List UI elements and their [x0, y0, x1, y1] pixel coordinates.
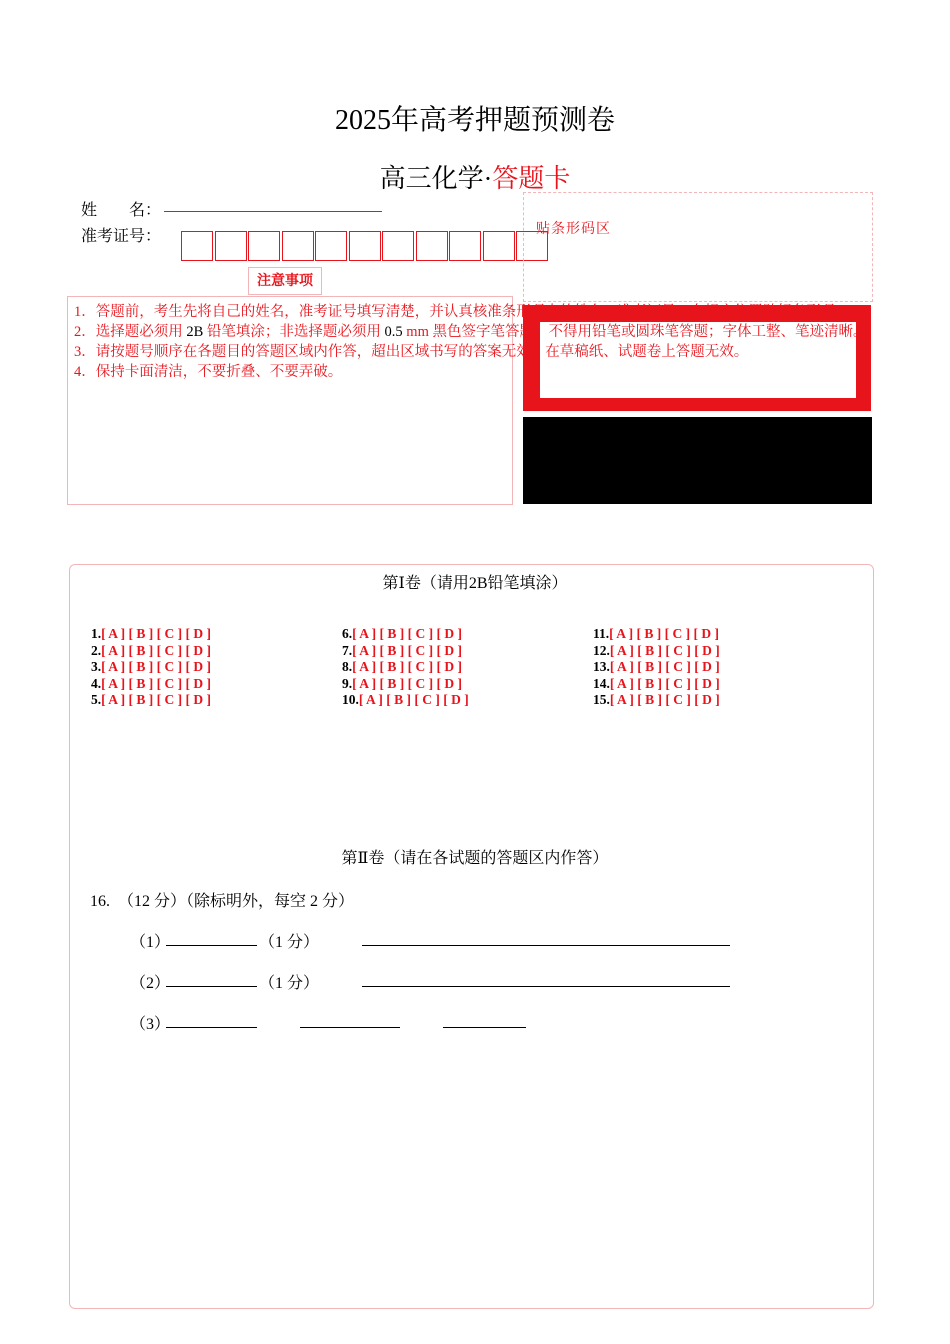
mc-row[interactable]: 6.[ A ] [ B ] [ C ] [ D ] [342, 626, 462, 641]
mc-column-2 [342, 626, 469, 709]
mc-row[interactable]: 11.[ A ] [ B ] [ C ] [ D ] [593, 626, 719, 641]
mc-column-3 [593, 626, 720, 709]
section1-title: 第Ⅰ卷（请用2B铅笔填涂） [382, 575, 568, 592]
exam-id-cell[interactable] [181, 231, 213, 261]
mc-row[interactable]: 7.[ A ] [ B ] [ C ] [ D ] [342, 642, 462, 658]
notice-item-3: 3．请按题号顺序在各题目的答题区域内作答，超出区域书写的答案无效；在草稿纸、试题卷上答题无效。 [74, 344, 749, 360]
exam-id-cell[interactable] [449, 231, 481, 261]
mc-row[interactable]: 1.[ A ] [ B ] [ C ] [ D ] [91, 626, 211, 641]
section2-title: 第Ⅱ卷（请在各试题的答题区内作答） [341, 850, 609, 867]
exam-id-cell[interactable] [248, 231, 280, 261]
q16-part-3-label: （3） [130, 1016, 171, 1033]
exam-id-cell[interactable] [215, 231, 247, 261]
exam-id-cell[interactable] [282, 231, 314, 261]
mc-row[interactable]: 10.[ A ] [ B ] [ C ] [ D ] [342, 692, 469, 707]
exam-id-boxes [181, 231, 550, 261]
mc-row[interactable]: 15.[ A ] [ B ] [ C ] [ D ] [593, 692, 720, 707]
notice-item-4: 4．保持卡面清洁，不要折叠、不要弄破。 [74, 364, 343, 380]
q16-part-1-blank[interactable] [166, 945, 257, 946]
notice-item-1: 1．答题前，考生先将自己的姓名，准考证号填写清楚，并认真核准条形码上的姓名、准考证号，在规定位置贴好条形码。 [74, 304, 850, 320]
subtitle-subject: 高三化学· [379, 164, 493, 193]
q16-part-3-blank-c[interactable] [443, 1027, 526, 1028]
mc-column-1 [91, 626, 211, 709]
q16-part-1-long-blank[interactable] [362, 945, 730, 946]
name-field[interactable] [164, 211, 382, 212]
exam-id-cell[interactable] [416, 231, 448, 261]
q16-part-3-blank-a[interactable] [166, 1027, 257, 1028]
card-subtitle [0, 158, 950, 195]
mc-row[interactable]: 14.[ A ] [ B ] [ C ] [ D ] [593, 675, 720, 691]
q16-part-2-score: （1 分） [259, 975, 320, 992]
question-16-header: 16. （12 分）（除标明外，每空 2 分） [90, 893, 355, 910]
exam-id-cell[interactable] [382, 231, 414, 261]
exam-id-cell[interactable] [349, 231, 381, 261]
name-label: 姓 名： [81, 202, 162, 219]
q16-part-2-blank[interactable] [166, 986, 257, 987]
q16-part-1-score: （1 分） [259, 934, 320, 951]
notice-tag: 注意事项 [248, 267, 322, 295]
mc-row[interactable]: 12.[ A ] [ B ] [ C ] [ D ] [593, 642, 720, 658]
barcode-label: 贴条形码区 [536, 222, 611, 237]
exam-title: 2025年高考押题预测卷 [334, 105, 615, 136]
exam-id-cell[interactable] [315, 231, 347, 261]
notice-list [74, 302, 867, 382]
q16-part-2-label: （2） [130, 975, 171, 992]
mc-row[interactable]: 2.[ A ] [ B ] [ C ] [ D ] [91, 642, 211, 658]
positioning-block [523, 417, 872, 504]
exam-id-label: 准考证号： [81, 228, 162, 245]
barcode-area [523, 192, 873, 302]
subtitle-answer-card: 答题卡 [492, 164, 571, 193]
mc-row[interactable]: 3.[ A ] [ B ] [ C ] [ D ] [91, 659, 211, 674]
mc-row[interactable]: 5.[ A ] [ B ] [ C ] [ D ] [91, 692, 211, 707]
mc-row[interactable]: 4.[ A ] [ B ] [ C ] [ D ] [91, 675, 211, 691]
mc-row[interactable]: 8.[ A ] [ B ] [ C ] [ D ] [342, 659, 462, 674]
mc-row[interactable]: 13.[ A ] [ B ] [ C ] [ D ] [593, 659, 720, 674]
mc-row[interactable]: 9.[ A ] [ B ] [ C ] [ D ] [342, 675, 462, 691]
q16-part-3-blank-b[interactable] [300, 1027, 400, 1028]
exam-id-cell[interactable] [483, 231, 515, 261]
notice-item-2: 2．选择题必须用 2B 铅笔填涂；非选择题必须用 0.5 mm 黑色签字笔答题，不得用铅笔或圆珠笔答题；字体工整、笔迹清晰。 [74, 324, 868, 340]
q16-part-2-long-blank[interactable] [362, 986, 730, 987]
q16-part-1-label: （1） [130, 934, 171, 951]
